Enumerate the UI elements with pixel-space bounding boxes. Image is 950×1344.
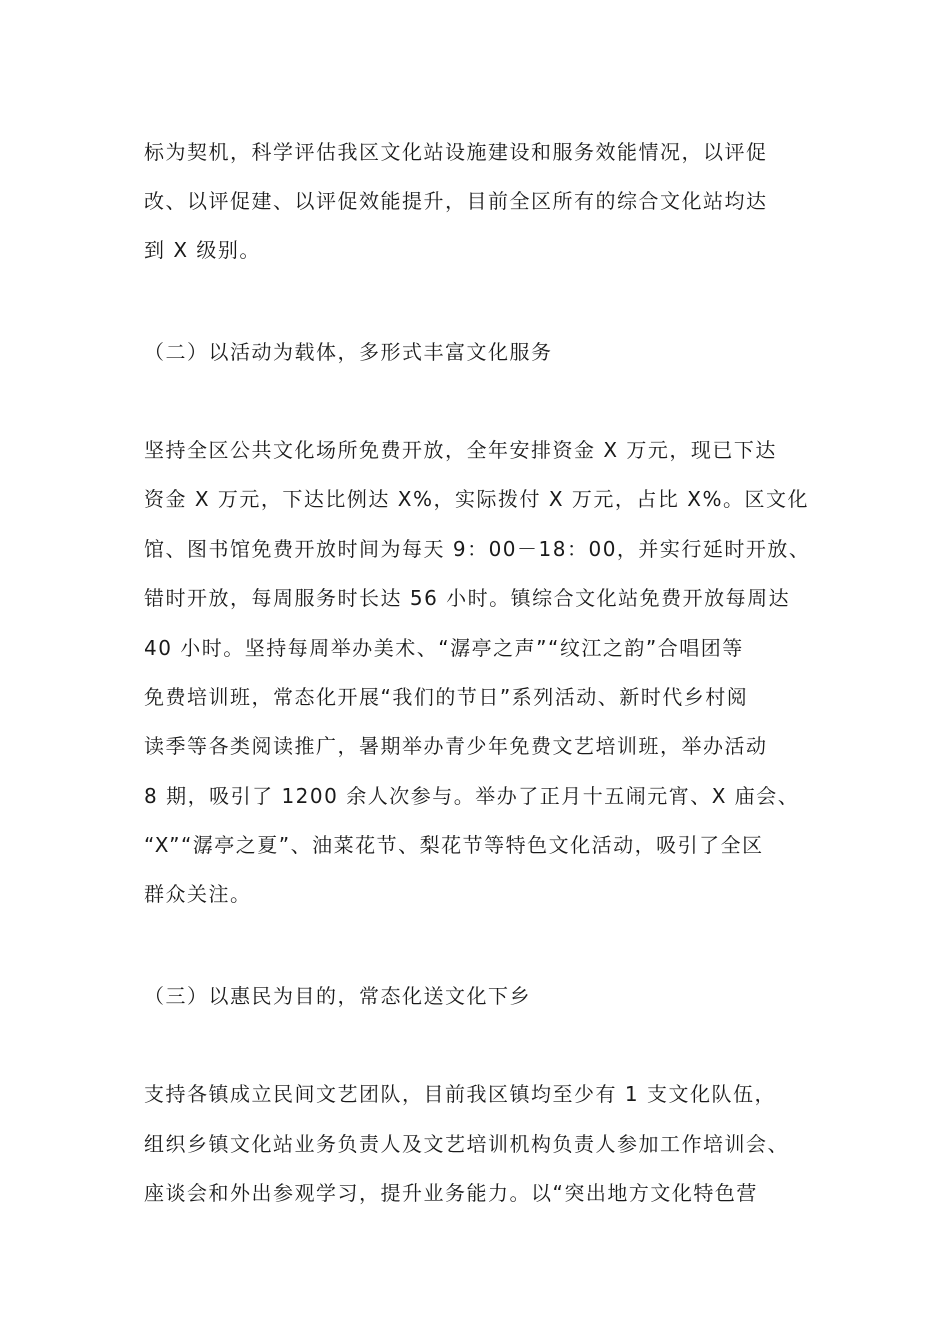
paragraph1-line-1: 标为契机，科学评估我区文化站设施建设和服务效能情况，以评促: [144, 140, 768, 164]
paragraph2-line-2: 资金 X 万元，下达比例达 X%，实际拨付 X 万元，占比 X%。区文化: [144, 487, 809, 511]
section-heading-2: （二）以活动为载体，多形式丰富文化服务: [144, 340, 553, 364]
paragraph3-line-2: 组织乡镇文化站业务负责人及文艺培训机构负责人参加工作培训会、: [144, 1132, 789, 1156]
paragraph2-line-7: 读季等各类阅读推广，暑期举办青少年免费文艺培训班，举办活动: [144, 734, 768, 758]
paragraph2-line-10: 群众关注。: [144, 882, 252, 906]
paragraph3-line-1: 支持各镇成立民间文艺团队，目前我区镇均至少有 1 支文化队伍，: [144, 1082, 776, 1106]
paragraph2-line-3: 馆、图书馆免费开放时间为每天 9：00－18：00，并实行延时开放、: [144, 537, 811, 561]
paragraph2-line-8: 8 期，吸引了 1200 余人次参与。举办了正月十五闹元宵、X 庙会、: [144, 784, 800, 808]
paragraph2-line-5: 40 小时。坚持每周举办美术、“潺亭之声”“纹江之韵”合唱团等: [144, 636, 744, 660]
paragraph3-line-3: 座谈会和外出参观学习，提升业务能力。以“突出地方文化特色营: [144, 1181, 758, 1205]
paragraph1-line-3: 到 X 级别。: [144, 238, 261, 262]
paragraph1-line-2: 改、以评促建、以评促效能提升，目前全区所有的综合文化站均达: [144, 189, 768, 213]
section-heading-3: （三）以惠民为目的，常态化送文化下乡: [144, 984, 531, 1008]
paragraph2-line-1: 坚持全区公共文化场所免费开放，全年安排资金 X 万元，现已下达: [144, 438, 777, 462]
paragraph2-line-6: 免费培训班，常态化开展“我们的节日”系列活动、新时代乡村阅: [144, 685, 749, 709]
paragraph2-line-9: “X”“潺亭之夏”、油菜花节、梨花节等特色文化活动，吸引了全区: [144, 833, 764, 857]
paragraph2-line-4: 错时开放，每周服务时长达 56 小时。镇综合文化站免费开放每周达: [144, 586, 791, 610]
